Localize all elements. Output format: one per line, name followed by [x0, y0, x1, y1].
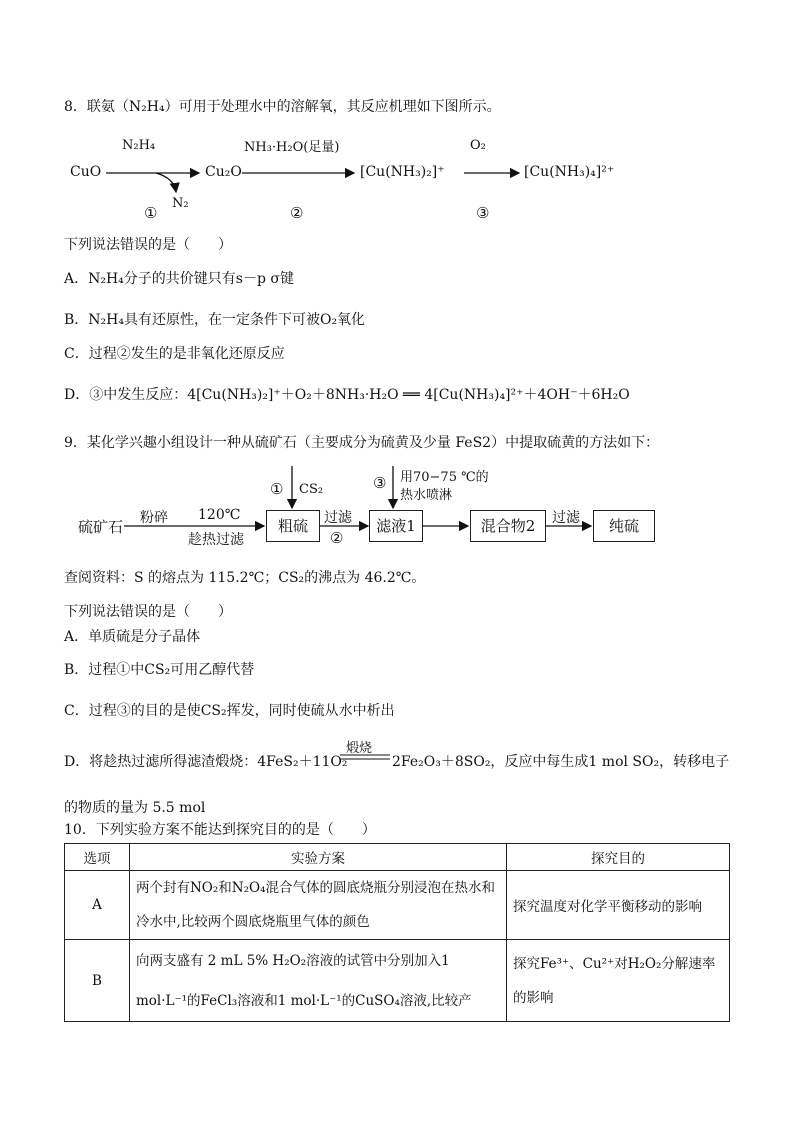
- spray-label-1: 用70−75 ℃的: [400, 470, 489, 485]
- pure-sulfur-box: 纯硫: [593, 510, 655, 542]
- cu2o-label: Cu₂O: [205, 164, 242, 180]
- flow-step3: ③: [373, 474, 387, 492]
- filtrate1-box: 滤液1: [369, 510, 423, 542]
- q10-table: [64, 843, 730, 1022]
- filter2-label: 过滤: [552, 510, 580, 526]
- q9-prompt: 下列说法错误的是（ ）: [64, 604, 232, 620]
- q9-option-d-post: 2Fe₂O₃＋8SO₂，反应中每生成1 mol SO₂，转移电子: [392, 754, 730, 770]
- table-row: [65, 940, 730, 1022]
- header-purpose: 探究目的: [507, 844, 730, 871]
- q8-diagram: [64, 130, 704, 225]
- o2-label: O₂: [470, 138, 486, 153]
- flow-step2: ②: [330, 529, 344, 547]
- step1-label: ①: [144, 204, 158, 222]
- q8-option-d: D．③中发生反应：4[Cu(NH₃)₂]⁺＋O₂＋8NH₃·H₂O ══ 4[Cu(NH₃)₄]²⁺＋4OH⁻＋6H₂O: [64, 387, 630, 403]
- row-purpose: 探究温度对化学平衡移动的影响: [507, 871, 730, 940]
- q8-prompt: 下列说法错误的是（ ）: [64, 237, 232, 253]
- row-option: B: [65, 940, 130, 1022]
- product3-label: [Cu(NH₃)₄]²⁺: [524, 164, 615, 180]
- step2-label: ②: [290, 204, 304, 222]
- q8-stem: 8．联氨（N₂H₄）可用于处理水中的溶解氧，其反应机理如下图所示。: [64, 99, 501, 115]
- table-row: [65, 871, 730, 940]
- cs2-label: CS₂: [299, 482, 324, 497]
- row-plan: 两个封有NO₂和N₂O₄混合气体的圆底烧瓶分别浸泡在热水和冷水中,比较两个圆底烧瓶里气体的颜色: [130, 871, 507, 940]
- n2-label: N₂: [172, 196, 189, 211]
- q9-stem: 9．某化学兴趣小组设计一种从硫矿石（主要成分为硫黄及少量 FeS2）中提取硫黄的方法如下：: [64, 435, 660, 451]
- filter-label: 过滤: [324, 510, 352, 526]
- double-line-sign: [340, 752, 390, 762]
- q9-option-d-condition: 煅烧: [346, 741, 373, 756]
- q8-option-a: A．N₂H₄分子的共价键只有s－p σ键: [64, 271, 294, 287]
- q9-option-d-cont: 的物质的量为 5.5 mol: [64, 800, 206, 816]
- spray-label-2: 热水喷淋: [400, 488, 453, 503]
- table-header-row: [65, 844, 730, 871]
- header-option: 选项: [65, 844, 130, 871]
- flow-step1: ①: [270, 480, 284, 498]
- crush-label: 粉碎: [140, 510, 168, 526]
- q9-info: 查阅资料：S 的熔点为 115.2℃；CS₂的沸点为 46.2℃。: [64, 570, 426, 586]
- product2-label: [Cu(NH₃)₂]⁺: [360, 164, 445, 180]
- header-plan: 实验方案: [130, 844, 507, 871]
- mixture2-box: 混合物2: [470, 510, 546, 542]
- q9-option-b: B．过程①中CS₂可用乙醇代替: [64, 662, 255, 678]
- q9-option-d-pre: D．将趁热过滤所得滤渣煅烧：4FeS₂＋11O₂: [64, 754, 348, 770]
- hot-filter-label: 趁热过滤: [188, 532, 244, 548]
- q9-option-c: C．过程③的目的是使CS₂挥发，同时使硫从水中析出: [64, 703, 395, 719]
- row-plan: 向两支盛有 2 mL 5% H₂O₂溶液的试管中分别加入1 mol·L⁻¹的FeCl₃溶液和1 mol·L⁻¹的CuSO₄溶液,比较产: [130, 940, 507, 1022]
- step3-label: ③: [476, 204, 490, 222]
- row-option: A: [65, 871, 130, 940]
- crude-sulfur-box: 粗硫: [266, 510, 320, 542]
- row-purpose: 探究Fe³⁺、Cu²⁺对H₂O₂分解速率的影响: [507, 940, 730, 1022]
- n2h4-label: N₂H₄: [122, 138, 156, 153]
- q9-flowchart: [64, 460, 664, 565]
- cuo-label: CuO: [70, 164, 102, 180]
- reagent2-label: NH₃·H₂O(足量): [244, 140, 340, 155]
- q8-option-b: B．N₂H₄具有还原性，在一定条件下可被O₂氧化: [64, 312, 366, 328]
- q8-option-c: C．过程②发生的是非氧化还原反应: [64, 346, 285, 362]
- q10-stem: 10．下列实验方案不能达到探究目的的是（ ）: [64, 822, 376, 838]
- temp-label: 120℃: [198, 507, 241, 523]
- q9-option-a: A．单质硫是分子晶体: [64, 629, 201, 645]
- ore-label: 硫矿石: [78, 518, 124, 536]
